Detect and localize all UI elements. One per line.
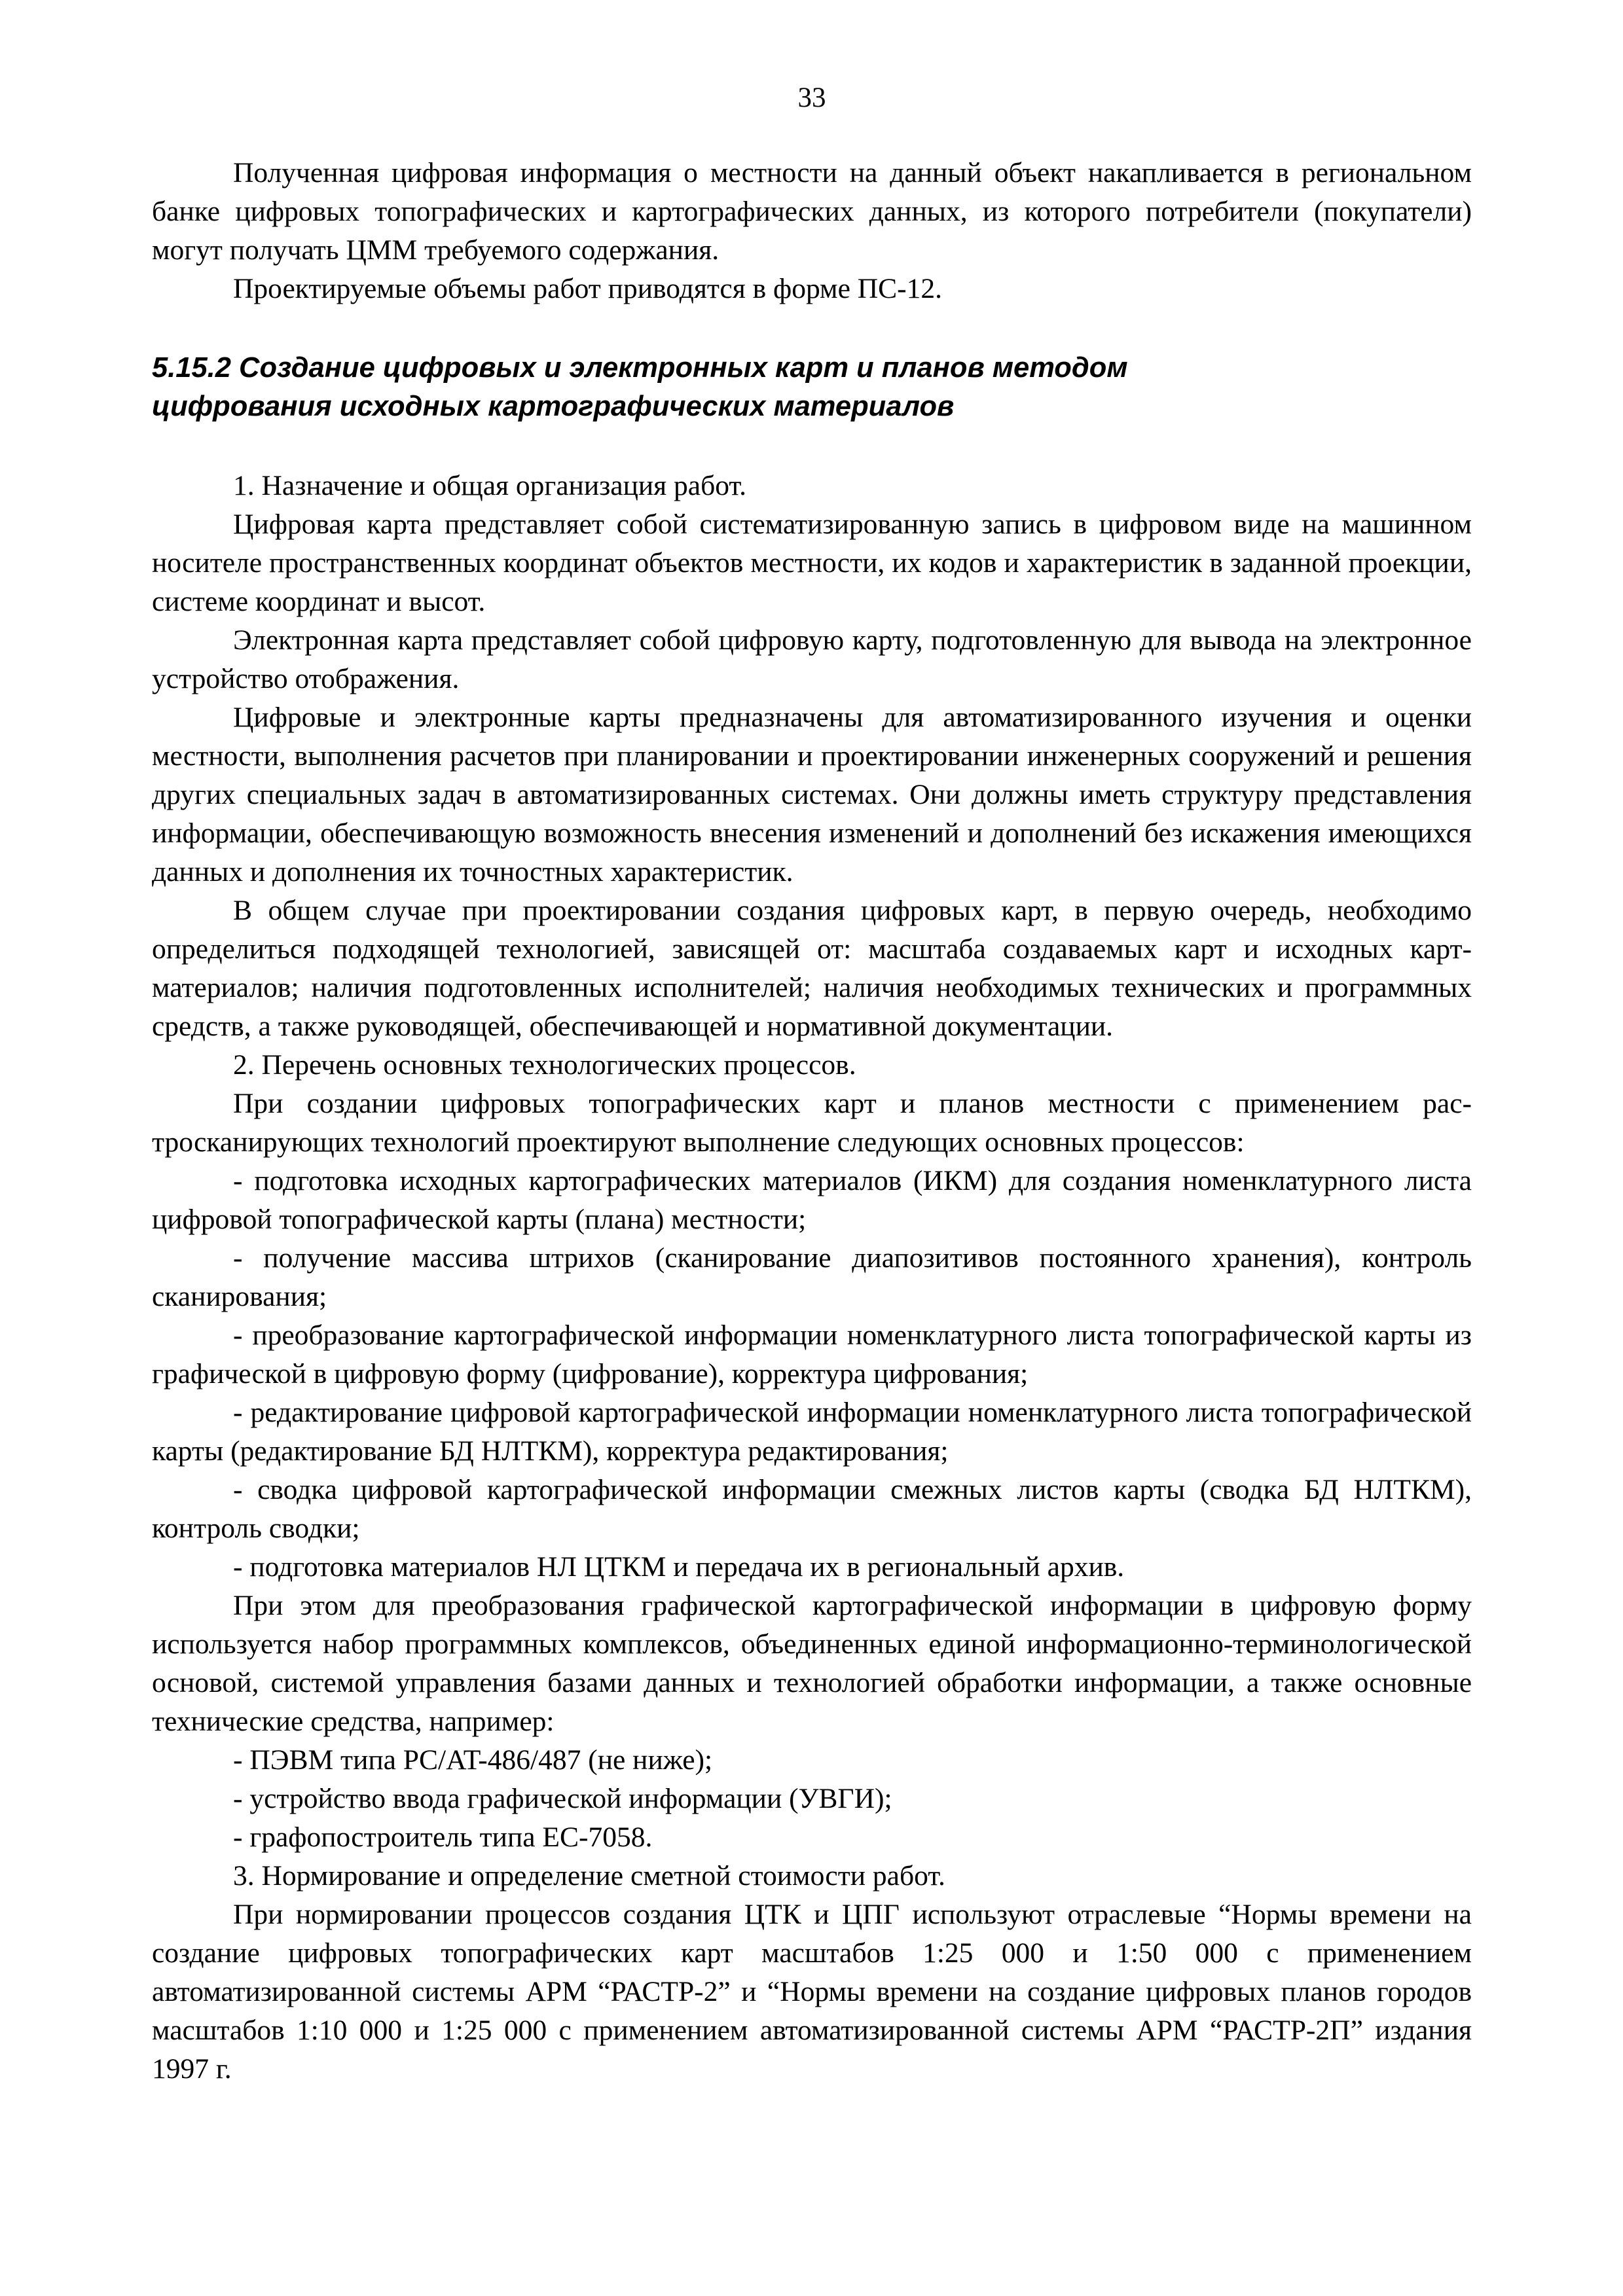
list-item: - устройство ввода графической информации (УВГИ);: [233, 1783, 892, 1814]
body-paragraph: Цифровые и электронные карты предназначены для автоматизированного изучения и оценки местности, выполнения расчетов при планировании и проектировании инженерных сооружений и решения других специальных задач в автоматизированных системах. Они должны иметь структуру представления информации, обеспечивающую возможность внесения изменений и дополнений без искажения имеющихся данных и дополнения их точностных характеристик.: [152, 702, 1472, 888]
intro-paragraph: Полученная цифровая информация о местности на данный объект накапливается в региональном банке цифровых топографических и картографических данных, из которого потребители (покупатели) могут получать ЦММ требуемого содержания.: [152, 157, 1472, 266]
list-item: - подготовка исходных картографических материалов (ИКМ) для создания номенклатурного листа цифровой топографической карты (плана) местности;: [152, 1165, 1472, 1235]
section-heading-line: цифрования исходных картографических материалов: [152, 391, 955, 422]
body-paragraph: При создании цифровых топографических карт и планов местности с применением растросканирующих технологий проектируют выполнение следующих основных процессов:: [152, 1088, 1472, 1158]
page-number: 33: [797, 82, 826, 113]
list-item: - ПЭВМ типа PC/AT-486/487 (не ниже);: [233, 1744, 713, 1776]
list-item: - графопостроитель типа ЕС-7058.: [233, 1821, 653, 1853]
document-page: [152, 79, 1472, 2089]
intro-paragraph: Проектируемые объемы работ приводятся в форме ПС-12.: [233, 273, 943, 304]
list-item: - редактирование цифровой картографической информации номенклатурного листа топографической карты (редактирование БД НЛТКМ), корректура редактирования;: [152, 1397, 1472, 1467]
list-item: - получение массива штрихов (сканирование диапозитивов постоянного хранения), контроль сканирования;: [152, 1242, 1472, 1312]
body-paragraph: При нормировании процессов создания ЦТК и ЦПГ используют отраслевые “Нормы времени на создание цифровых топографических карт масштабов 1:25 000 и 1:50 000 с применением автоматизированной системы АРМ “РАСТР-2” и “Нормы времени на создание цифровых планов городов масштабов 1:10 000 и 1:25 000 с применением автоматизированной системы АРМ “РАСТР-2П” издания 1997 г.: [152, 1899, 1472, 2085]
section-heading-line: 5.15.2 Создание цифровых и электронных карт и планов методом: [152, 352, 1128, 384]
section-heading: [152, 349, 1472, 426]
body-paragraph: Электронная карта представляет собой цифровую карту, подготовленную для вывода на электронное устройство отображения.: [152, 624, 1472, 694]
body-paragraph: Цифровая карта представляет собой систематизированную запись в цифровом виде на машинном носителе пространственных координат объектов местности, их кодов и характеристик в заданной проекции, системе координат и высот.: [152, 509, 1472, 617]
body-paragraph: 1. Назначение и общая организация работ.: [233, 470, 747, 501]
body-paragraph: В общем случае при проектировании создания цифровых карт, в первую очередь, необходимо определиться подходящей технологией, зависящей от: масштаба создаваемых карт и исходных карт-материалов; наличия подготовленных исполнителей; наличия необходимых технических и программных средств, а также руководящей, обеспечивающей и нормативной документации.: [152, 895, 1472, 1042]
body-paragraph: При этом для преобразования графической картографической информации в цифровую форму используется набор программных комплексов, объединенных единой информационно-терминологической основой, системой управления базами данных и технологией обработки информации, а также основные технические средства, например:: [152, 1590, 1472, 1737]
list-item: - преобразование картографической информации номенклатурного листа топографической карты из графической в цифровую форму (цифрование), корректура цифрования;: [152, 1319, 1472, 1390]
list-item: - сводка цифровой картографической информации смежных листов карты (сводка БД НЛТКМ), контроль сводки;: [152, 1474, 1472, 1544]
body-paragraph: 2. Перечень основных технологических процессов.: [233, 1049, 856, 1081]
body-paragraph: 3. Нормирование и определение сметной стоимости работ.: [233, 1860, 945, 1892]
list-item: - подготовка материалов НЛ ЦТКМ и передача их в региональный архив.: [233, 1551, 1125, 1583]
